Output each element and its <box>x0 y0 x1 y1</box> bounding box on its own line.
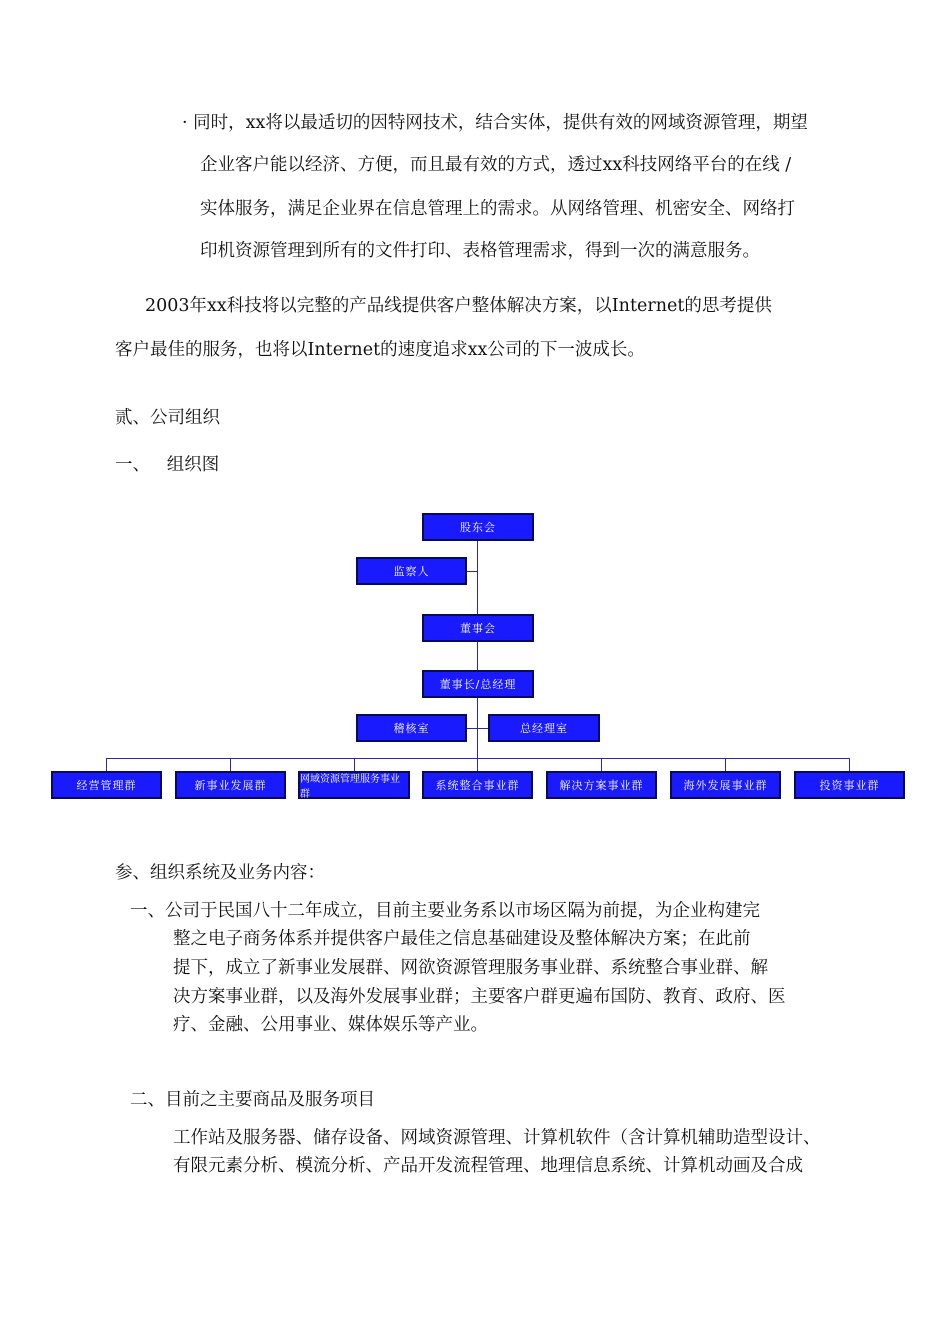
section3-item1-line-2: 整之电子商务体系并提供客户最佳之信息基础建设及整体解决方案；在此前 <box>173 929 751 949</box>
org-node-shareholders: 股东会 <box>422 513 534 541</box>
org-group-6: 海外发展事业群 <box>670 771 781 799</box>
org-node-supervisor: 监察人 <box>356 557 467 585</box>
intro-line-2: 企业客户能以经济、方便，而且最有效的方式，透过xx科技网络平台的在线 / <box>200 155 792 175</box>
section3-title: 参、组织系统及业务内容： <box>115 863 325 883</box>
org-node-gm-office: 总经理室 <box>488 714 600 742</box>
org-drop-4 <box>477 758 478 772</box>
org-group-3: 网域资源管理服务事业群 <box>298 771 410 799</box>
intro-line-4: 印机资源管理到所有的文件打印、表格管理需求，得到一次的满意服务。 <box>200 241 760 261</box>
org-drop-6 <box>725 758 726 772</box>
section3-item1-line-5: 疗、金融、公用事业、媒体娱乐等产业。 <box>173 1015 488 1035</box>
org-drop-1 <box>106 758 107 772</box>
org-drop-7 <box>849 758 850 772</box>
section3-item2-line-2: 有限元素分析、模流分析、产品开发流程管理、地理信息系统、计算机动画及合成 <box>173 1156 803 1176</box>
org-bus-drop <box>477 742 478 758</box>
section3-item1-line-3: 提下，成立了新事业发展群、网欲资源管理服务事业群、系统整合事业群、解 <box>173 958 768 978</box>
section3-item2-title: 二、目前之主要商品及服务项目 <box>130 1090 375 1110</box>
intro-line-1: · 同时，xx将以最适切的因特网技术，结合实体，提供有效的网域资源管理，期望 <box>182 113 808 133</box>
section3-item1-line-4: 决方案事业群，以及海外发展事业群；主要客户群更遍布国防、教育、政府、医 <box>173 987 786 1007</box>
org-node-chairman: 董事长/总经理 <box>422 670 534 698</box>
org-node-board: 董事会 <box>422 614 534 642</box>
intro-line-3: 实体服务，满足企业界在信息管理上的需求。从网络管理、机密安全、网络打 <box>200 199 795 219</box>
section3-item2-line-1: 工作站及服务器、储存设备、网域资源管理、计算机软件（含计算机辅助造型设计、 <box>173 1128 821 1148</box>
org-drop-5 <box>601 758 602 772</box>
para-2003-line-1: 2003年xx科技将以完整的产品线提供客户整体解决方案，以Internet的思考提供 <box>145 296 772 316</box>
org-node-audit: 稽核室 <box>356 714 467 742</box>
org-audit-connector <box>466 728 488 729</box>
org-group-1: 经营管理群 <box>51 771 162 799</box>
org-group-5: 解决方案事业群 <box>546 771 657 799</box>
org-group-7: 投资事业群 <box>794 771 905 799</box>
org-drop-2 <box>230 758 231 772</box>
section3-item1-line-1: 一、公司于民国八十二年成立，目前主要业务系以市场区隔为前提，为企业构建完 <box>130 901 760 921</box>
para-2003-line-2: 客户最佳的服务，也将以Internet的速度追求xx公司的下一波成长。 <box>115 340 645 360</box>
org-supervisor-connector <box>466 571 478 572</box>
org-group-2: 新事业发展群 <box>175 771 286 799</box>
section2-subtitle: 一、 组织图 <box>115 455 220 475</box>
section2-title: 贰、公司组织 <box>115 408 220 428</box>
org-group-4: 系统整合事业群 <box>422 771 533 799</box>
